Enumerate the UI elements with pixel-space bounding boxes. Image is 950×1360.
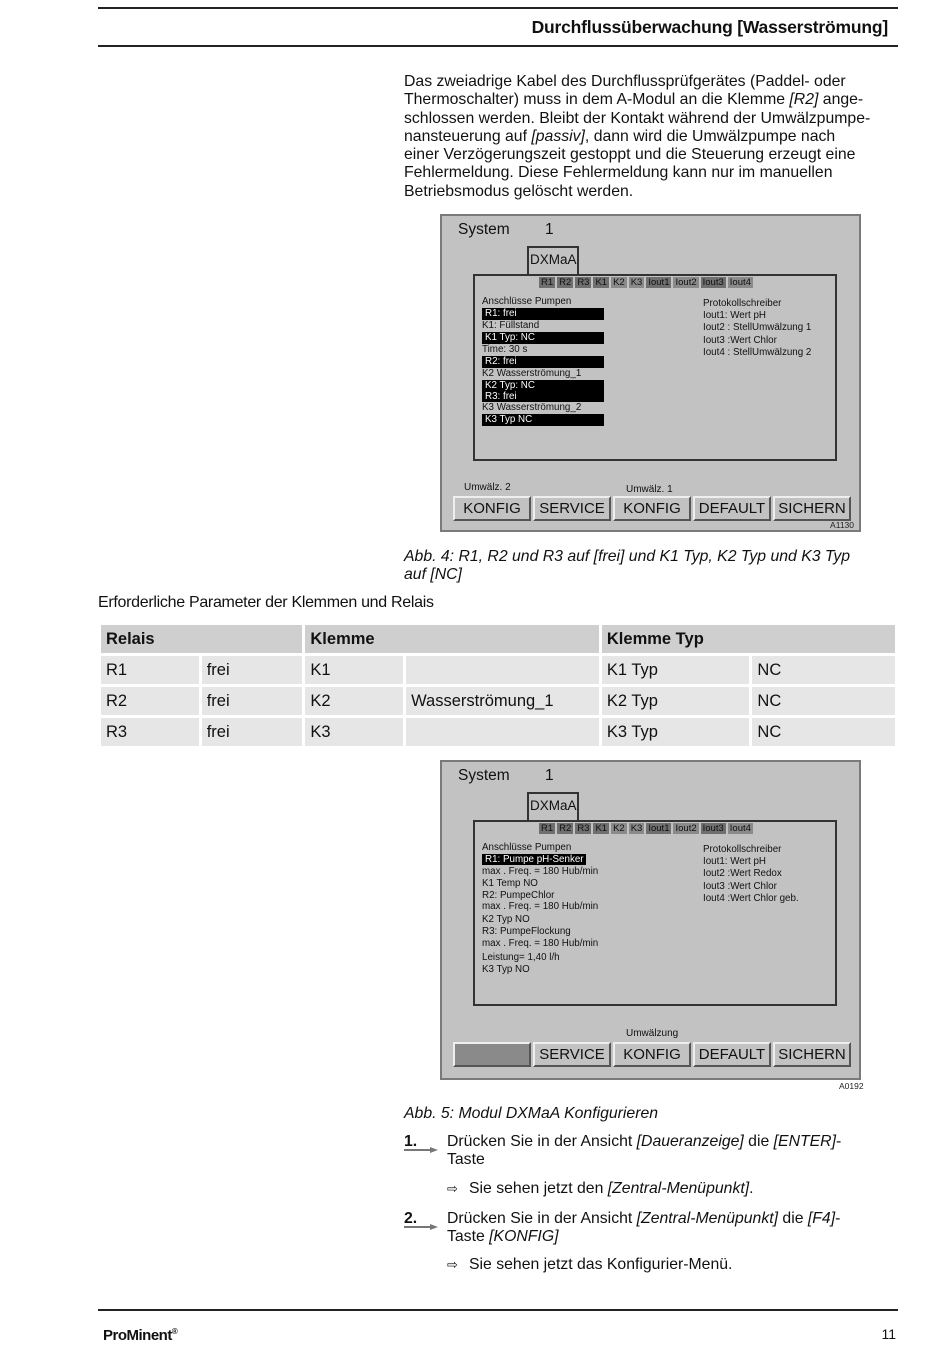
step-arrow-icon (404, 1224, 438, 1230)
intro-line: einer Verzögerungszeit gestoppt und die Steuerung erzeugt eine (404, 146, 856, 164)
channel-tab: R2 (559, 823, 572, 834)
table-cell: frei (202, 687, 303, 715)
list-line-highlighted: K1 Typ: NC (482, 332, 604, 344)
figure-caption-2: Abb. 5: Modul DXMaA Konfigurieren (404, 1105, 659, 1122)
list-line: Iout1: Wert pH (703, 310, 766, 322)
pump-config-list (482, 842, 598, 976)
channel-tabs (539, 823, 755, 834)
table-row (101, 656, 895, 684)
konfig-softkey[interactable]: KONFIG (613, 1042, 691, 1067)
figure-code: A1130 (830, 520, 854, 530)
intro-line: Betriebsmodus gelöscht werden. (404, 182, 634, 200)
list-line: K3 Typ NO (482, 964, 530, 975)
softkey-row (453, 496, 851, 521)
list-line: Protokollschreiber (703, 298, 782, 309)
channel-tab: K1 (595, 823, 608, 834)
list-line: R3: PumpeFlockung (482, 926, 571, 937)
softkey-label-mid: Umwälz. 1 (626, 484, 673, 495)
table-cell: R3 (101, 718, 199, 746)
header-top-rule (98, 7, 898, 9)
channel-tab: K3 (630, 277, 643, 288)
system-label: System (458, 767, 510, 784)
screen-figure-2 (440, 760, 861, 1080)
intro-line: schlossen werden. Bleibt der Kontakt während der Umwälzpumpe- (404, 109, 871, 127)
table-cell (406, 656, 599, 684)
channel-tab: Iout2 (675, 277, 697, 288)
page-header-title: Durchflussüberwachung [Wasserströmung] (531, 17, 888, 37)
table-cell: R1 (101, 656, 199, 684)
list-line: max . Freq. = 180 Hub/min (482, 866, 599, 877)
table-cell (406, 718, 599, 746)
table-cell: NC (752, 718, 895, 746)
table-row (101, 718, 895, 746)
channel-tab: K2 (613, 823, 625, 834)
table-row (101, 687, 895, 715)
list-line-highlighted: K2 Typ: NC (482, 380, 604, 391)
default-softkey[interactable]: DEFAULT (693, 1042, 771, 1067)
channel-tab: R1 (541, 277, 554, 288)
sichern-softkey[interactable]: SICHERN (773, 1042, 851, 1067)
list-line-highlighted: R1: Pumpe pH-Senker (482, 854, 598, 866)
connections-list (482, 296, 604, 426)
service-softkey[interactable]: SERVICE (533, 496, 611, 521)
list-line-highlighted: K3 Typ NC (482, 414, 604, 426)
step-number: 1. (404, 1133, 438, 1151)
list-line: max . Freq. = 180 Hub/min (482, 901, 599, 912)
channel-tab: R3 (577, 823, 590, 834)
footer-rule (98, 1309, 898, 1311)
softkey-label-left: Umwälz. 2 (464, 482, 511, 493)
list-line: Protokollschreiber (703, 844, 782, 855)
softkey-label-mid: Umwälzung (626, 1028, 679, 1039)
channel-tab: Iout1 (648, 823, 670, 834)
list-line: K2 Typ NO (482, 914, 530, 925)
list-line: Iout2 : StellUmwälzung 1 (703, 322, 812, 334)
intro-line: Das zweiadrige Kabel des Durchflussprüfgerätes (Paddel- oder (404, 73, 846, 90)
module-tab: DXMaA (527, 792, 579, 820)
softkey-row (453, 1042, 851, 1067)
step-arrow-icon (404, 1147, 438, 1153)
figure-caption-1 (404, 548, 850, 585)
step-text: Drücken Sie in der Ansicht [Zentral-Menüpunkt] die [F4]- Taste [KONFIG] (447, 1210, 841, 1246)
table-cell: K3 (305, 718, 403, 746)
recorder-list (703, 298, 811, 359)
page-number: 11 (881, 1326, 896, 1342)
caption-line: auf [NC] (404, 566, 462, 584)
table-cell: K3 Typ (602, 718, 750, 746)
column-header: Klemme (305, 625, 599, 653)
intro-line: Fehlermeldung. Diese Fehlermeldung kann nur im manuellen (404, 164, 833, 182)
channel-tab: R2 (559, 277, 572, 288)
table-cell: Wasserströmung_1 (406, 687, 599, 715)
table-cell: K1 (305, 656, 403, 684)
header-bottom-rule (98, 45, 898, 47)
section-title: Erforderliche Parameter der Klemmen und Relais (98, 594, 434, 611)
table-cell: R2 (101, 687, 199, 715)
channel-tab: Iout3 (702, 277, 724, 288)
figure-code: A0192 (839, 1081, 864, 1091)
list-line: Iout4 : StellUmwälzung 2 (703, 346, 812, 358)
table-cell: frei (202, 656, 303, 684)
system-number: 1 (545, 767, 554, 784)
table-cell: K1 Typ (602, 656, 750, 684)
list-line: max . Freq. = 180 Hub/min (482, 938, 599, 949)
channel-tab: Iout4 (729, 277, 751, 288)
list-line-highlighted: R3: frei (482, 391, 604, 402)
column-header: Relais (101, 625, 302, 653)
channel-tab: R3 (577, 277, 590, 288)
service-softkey[interactable]: SERVICE (533, 1042, 611, 1067)
konfig-softkey[interactable]: KONFIG (453, 496, 531, 521)
empty-softkey[interactable] (453, 1042, 531, 1067)
caption-line: Abb. 4: R1, R2 und R3 auf [frei] und K1 Typ, K2 Typ und K3 Typ (404, 548, 851, 565)
list-line: R2: PumpeChlor (482, 890, 555, 901)
step-result-1: ⇨ Sie sehen jetzt den [Zentral-Menüpunkt]. (447, 1180, 754, 1197)
channel-tab: Iout1 (648, 277, 670, 288)
table-cell: K2 Typ (602, 687, 750, 715)
list-line: K1 Temp NO (482, 878, 538, 889)
channel-tab: K2 (613, 277, 625, 288)
instruction-step-2 (404, 1210, 898, 1250)
list-line: K1: Füllstand (482, 320, 540, 331)
system-label: System (458, 221, 510, 238)
list-line-highlighted: R1: frei (482, 308, 604, 320)
channel-tab: R1 (541, 823, 554, 834)
system-number: 1 (545, 221, 554, 238)
table-cell: NC (752, 656, 895, 684)
screen-content-box (473, 274, 837, 461)
channel-tab: K1 (595, 277, 608, 288)
channel-tab: Iout4 (729, 823, 751, 834)
list-line: Time: 30 s (482, 344, 528, 355)
step-number: 2. (404, 1210, 438, 1228)
table-cell: frei (202, 718, 303, 746)
step-result-2: ⇨ Sie sehen jetzt das Konfigurier-Menü. (447, 1256, 733, 1273)
intro-line: Thermoschalter) muss in dem A-Modul an die Klemme [R2] ange- (404, 91, 864, 109)
step-text: Drücken Sie in der Ansicht [Daueranzeige] die [ENTER]- Taste (447, 1133, 842, 1169)
channel-tab: K3 (630, 823, 643, 834)
intro-line: nansteuerung auf [passiv], dann wird die Umwälzpumpe nach (404, 127, 836, 145)
prominent-logo: ProMinent® (103, 1327, 178, 1344)
table-cell: K2 (305, 687, 403, 715)
list-line: K3 Wasserströmung_2 (482, 402, 582, 413)
channel-tabs (539, 277, 755, 288)
result-arrow-icon: ⇨ (447, 1181, 458, 1196)
recorder-list (703, 844, 799, 905)
screen-figure-1 (440, 214, 861, 532)
channel-tab: Iout2 (675, 823, 697, 834)
intro-paragraph (404, 73, 898, 201)
list-line: Iout1: Wert pH (703, 856, 766, 868)
result-arrow-icon: ⇨ (447, 1257, 458, 1272)
list-line: Leistung= 1,40 l/h (482, 952, 560, 963)
list-line: Iout3 :Wert Chlor (703, 880, 777, 892)
konfig-softkey[interactable]: KONFIG (613, 496, 691, 521)
list-line: Iout3 :Wert Chlor (703, 334, 777, 346)
module-tab: DXMaA (527, 246, 579, 274)
list-line: Iout4 :Wert Chlor geb. (703, 892, 799, 904)
column-header: Klemme Typ (602, 625, 895, 653)
channel-tab: Iout3 (702, 823, 724, 834)
list-line: Iout2 :Wert Redox (703, 868, 782, 880)
screen-content-box (473, 820, 837, 1006)
parameter-table (98, 622, 898, 749)
instruction-step-1 (404, 1133, 898, 1173)
table-cell: NC (752, 687, 895, 715)
table-header-row (101, 625, 895, 653)
list-line: Anschlüsse Pumpen (482, 842, 572, 853)
sichern-softkey[interactable]: SICHERN (773, 496, 851, 521)
list-line: K2 Wasserströmung_1 (482, 368, 582, 379)
list-line: Anschlüsse Pumpen (482, 296, 572, 307)
list-line-highlighted: R2: frei (482, 356, 604, 368)
default-softkey[interactable]: DEFAULT (693, 496, 771, 521)
